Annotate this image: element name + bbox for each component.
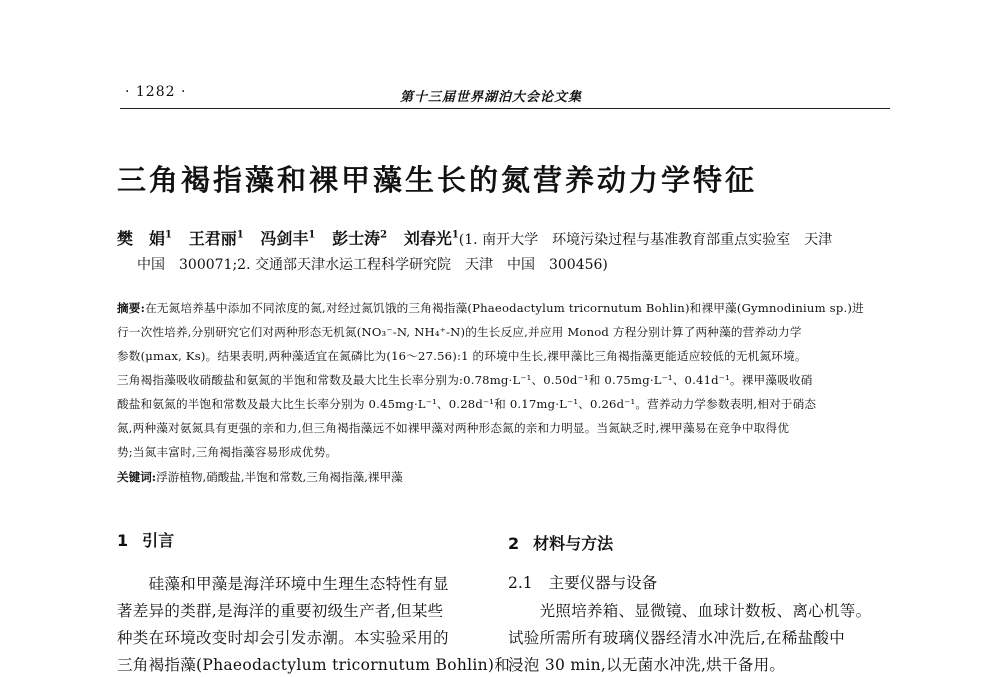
subsection-title: 主要仪器与设备 bbox=[548, 574, 658, 592]
section-title: 引言 bbox=[142, 531, 175, 550]
author-affil-mark: 1 bbox=[308, 229, 316, 241]
body-line: 光照培养箱、显微镜、血球计数板、离心机等。 bbox=[508, 602, 872, 620]
body-line: 种类在环境改变时却会引发赤潮。本实验采用的 bbox=[117, 629, 449, 647]
affiliation-line-1: (1. 南开大学 环境污染过程与基准教育部重点实验室 天津 bbox=[458, 232, 833, 248]
abstract-line: 氮,两种藻对氨氮具有更强的亲和力,但三角褐指藻远不如裸甲藻对两种形态氮的亲和力明显。当氮缺乏时,裸甲藻易在竞争中取得优 bbox=[117, 421, 790, 435]
author-name: 樊 娟 bbox=[117, 229, 166, 248]
section-1-heading bbox=[117, 528, 174, 551]
section-2-heading bbox=[508, 531, 613, 554]
abstract-label: 摘要: bbox=[117, 301, 146, 315]
section-title: 材料与方法 bbox=[533, 534, 614, 553]
subsection-number: 2.1 bbox=[508, 574, 533, 592]
section-number: 2 bbox=[508, 534, 520, 553]
keywords-text: 浮游植物,硝酸盐,半饱和常数,三角褐指藻,裸甲藻 bbox=[156, 470, 403, 484]
header-rule bbox=[120, 108, 890, 109]
body-line: 硅藻和甲藻是海洋环境中生理生态特性有显 bbox=[117, 575, 449, 593]
body-line: 浸泡 30 min,以无菌水冲洗,烘干备用。 bbox=[508, 656, 786, 674]
author-name: 彭士涛 bbox=[332, 229, 381, 248]
abstract-text: 在无氮培养基中添加不同浓度的氮,对经过氮饥饿的三角褐指藻(Phaeodactylum tricornutum Bohlin)和裸甲藻(Gymnodinium sp.)进 bbox=[145, 301, 864, 315]
keywords-label: 关键词: bbox=[117, 470, 157, 484]
page-number: · 1282 · bbox=[125, 84, 187, 100]
keywords bbox=[117, 469, 403, 485]
body-line: 试验所需所有玻璃仪器经清水冲洗后,在稀盐酸中 bbox=[508, 629, 846, 647]
affiliation-line-2: 中国 300071;2. 交通部天津水运工程科学研究院 天津 中国 300456) bbox=[137, 257, 608, 273]
body-line: 著差异的类群,是海洋的重要初级生产者,但某些 bbox=[117, 602, 444, 620]
abstract-line: 参数(μmax, Ks)。结果表明,两种藻适宜在氮磷比为(16～27.56):1 的环境中生长,裸甲藻比三角褐指藻更能适应较低的无机氮环境。 bbox=[117, 349, 807, 363]
abstract-line: 行一次性培养,分别研究它们对两种形态无机氮(NO₃⁻-N, NH₄⁺-N)的生长反应,并应用 Monod 方程分别计算了两种藻的营养动力学 bbox=[117, 325, 802, 339]
abstract-line bbox=[117, 300, 864, 316]
author-name: 刘春光 bbox=[403, 229, 452, 248]
paper-title: 三角褐指藻和裸甲藻生长的氮营养动力学特征 bbox=[117, 163, 758, 197]
author-name: 冯剑丰 bbox=[260, 229, 309, 248]
section-number: 1 bbox=[117, 531, 129, 550]
author-affil-mark: 1 bbox=[236, 229, 244, 241]
author-affil-mark: 1 bbox=[451, 229, 459, 241]
author-line bbox=[117, 226, 832, 249]
author-name: 王君丽 bbox=[188, 229, 237, 248]
journal-title: 第十三届世界湖泊大会论文集 bbox=[400, 90, 583, 105]
abstract-line: 三角褐指藻吸收硝酸盐和氨氮的半饱和常数及最大比生长率分别为:0.78mg·L⁻¹、0.50d⁻¹和 0.75mg·L⁻¹、0.41d⁻¹。裸甲藻吸收硝 bbox=[117, 373, 813, 387]
abstract-line: 势;当氮丰富时,三角褐指藻容易形成优势。 bbox=[117, 445, 338, 459]
subsection-2-1-heading bbox=[508, 571, 657, 593]
abstract-line: 酸盐和氨氮的半饱和常数及最大比生长率分别为 0.45mg·L⁻¹、0.28d⁻¹和 0.17mg·L⁻¹、0.26d⁻¹。营养动力学参数表明,相对于硝态 bbox=[117, 397, 817, 411]
author-affil-mark: 1 bbox=[165, 229, 172, 241]
author-affil-mark: 2 bbox=[380, 229, 388, 241]
body-line: 三角褐指藻(Phaeodactylum tricornutum Bohlin)和 bbox=[117, 656, 511, 674]
